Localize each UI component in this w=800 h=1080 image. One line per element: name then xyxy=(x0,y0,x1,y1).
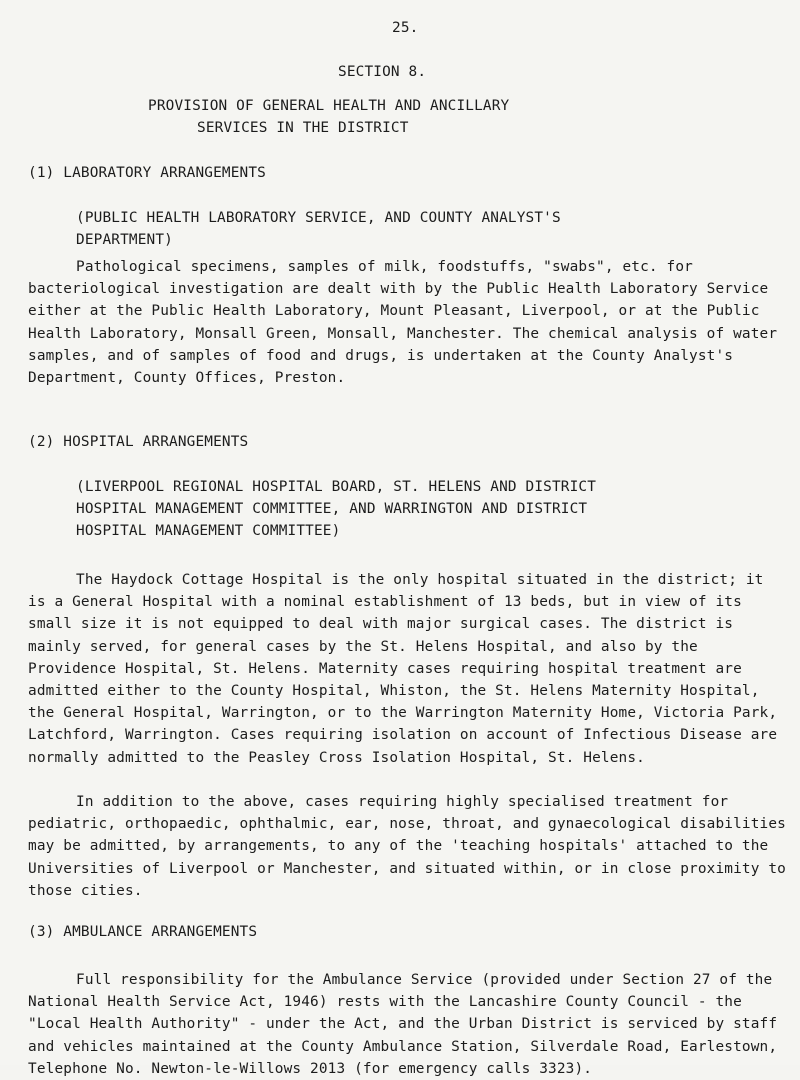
hospital-paragraph-1: The Haydock Cottage Hospital is the only hospital situated in the district; it is a General Hospital with a nominal establishment of 13 beds, but in view of its small size it is not equipped to deal with major surgical cases. The district is mainly served, for general cases by the St. Helens Hospital, and also by the Providence Hospital, St. Helens. Maternity cases requiring hospital treatment are admitted either to the County Hospital, Whiston, the St. Helens Maternity Hospital, the General Hospital, Warrington, or to the Warrington Maternity Home, Victoria Park, Latchford, Warrington. Cases requiring isolation on account of Infectious Disease are normally admitted to the Peasley Cross Isolation Hospital, St. Helens. xyxy=(28,572,778,766)
lab-section-heading: (1) LABORATORY ARRANGEMENTS xyxy=(28,165,266,181)
ambulance-paragraph: Full responsibility for the Ambulance Service (provided under Section 27 of the National Health Service Act, 1946) rests with the Lancashire County Council - the "Local Health Authority" - under the Act, and the Urban District is serviced by staff and vehicles maintained at the County Ambulance Station, Silverdale Road, Earlestown, Telephone No. Newton-le-Willows 2013 (for emergency calls 3323). xyxy=(28,972,778,1077)
hospital-paragraph-2: In addition to the above, cases requiring highly specialised treatment for pediatric, orthopaedic, ophthalmic, ear, nose, throat, and gynaecological disabilities may be admitted, by arrangements, to any of the 'teaching hospitals' attached to the Universities of Liverpool or Manchester, and situated within, or in close proximity to those cities. xyxy=(28,794,786,899)
lab-paragraph: Pathological specimens, samples of milk, foodstuffs, "swabs", etc. for bacteriological investigation are dealt with by the Public Health Laboratory Service either at the Public Health Laboratory, Mount Pleasant, Liverpool, or at the Public Health Laboratory, Monsall Green, Monsall, Manchester. The chemical analysis of water samples, and of samples of food and drugs, is undertaken at the County Analyst's Department, County Offices, Preston. xyxy=(28,259,778,387)
hospital-subheading-line-3: HOSPITAL MANAGEMENT COMMITTEE) xyxy=(76,523,341,539)
main-heading-line-1: PROVISION OF GENERAL HEALTH AND ANCILLARY xyxy=(148,98,510,114)
hospital-subheading-line-2: HOSPITAL MANAGEMENT COMMITTEE, AND WARRINGTON AND DISTRICT xyxy=(76,501,588,517)
ambulance-section-heading: (3) AMBULANCE ARRANGEMENTS xyxy=(28,924,258,940)
main-heading-line-2: SERVICES IN THE DISTRICT xyxy=(197,120,409,136)
page-number: 25. xyxy=(392,20,419,36)
hospital-section-heading: (2) HOSPITAL ARRANGEMENTS xyxy=(28,434,249,450)
lab-subheading-line-2: DEPARTMENT) xyxy=(76,232,173,248)
hospital-subheading-line-1: (LIVERPOOL REGIONAL HOSPITAL BOARD, ST. HELENS AND DISTRICT xyxy=(76,479,597,495)
lab-subheading-line-1: (PUBLIC HEALTH LABORATORY SERVICE, AND COUNTY ANALYST'S xyxy=(76,210,561,226)
section-title: SECTION 8. xyxy=(338,64,427,80)
